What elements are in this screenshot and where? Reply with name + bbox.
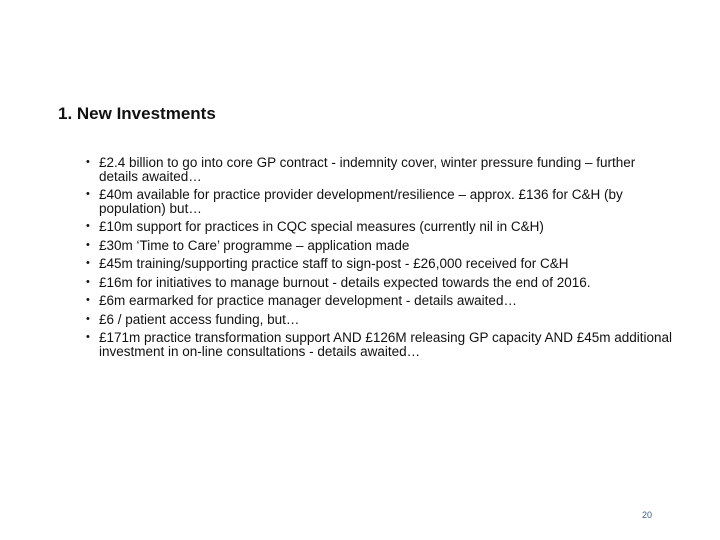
bullet-dot-icon: • [86, 156, 90, 168]
bullet-dot-icon: • [86, 275, 90, 288]
bullet-text: £10m support for practices in CQC special measures (currently nil in C&H) [99, 219, 544, 234]
bullet-text: £30m ‘Time to Care’ programme – application made [99, 237, 410, 253]
bullet-dot-icon: • [86, 238, 90, 251]
bullet-item [86, 156, 676, 183]
bullet-dot-icon: • [86, 257, 90, 269]
bullet-item [86, 239, 676, 253]
bullet-item [86, 257, 676, 271]
bullet-item [86, 313, 676, 327]
bullet-text: £6 / patient access funding, but… [99, 311, 300, 327]
bullet-item [86, 220, 676, 234]
bullet-text: £2.4 billion to go into core GP contract - indemnity cover, winter pressure funding – further details awaited… [99, 155, 636, 184]
bullet-item [86, 331, 676, 358]
bullet-text: £45m training/supporting practice staff to sign-post - £26,000 received for C&H [99, 256, 569, 271]
page-number: 20 [642, 510, 653, 520]
slide-heading: 1. New Investments [58, 104, 216, 123]
bullet-item [86, 276, 676, 290]
bullet-text: £16m for initiatives to manage burnout - details expected towards the end of 2016. [99, 274, 591, 290]
bullet-list [86, 156, 676, 363]
bullet-text: £40m available for practice provider development/resilience – approx. £136 for C&H (by population) but… [99, 187, 623, 216]
bullet-dot-icon: • [86, 294, 90, 306]
bullet-dot-icon: • [86, 220, 90, 232]
bullet-text: £6m earmarked for practice manager development - details awaited… [99, 293, 517, 308]
bullet-text: £171m practice transformation support AND £126M releasing GP capacity AND £45m additional investment in on-line consultations - details awaited… [99, 330, 673, 359]
bullet-dot-icon: • [86, 331, 90, 343]
bullet-dot-icon: • [86, 312, 90, 325]
bullet-item [86, 188, 676, 215]
bullet-item [86, 294, 676, 308]
bullet-dot-icon: • [86, 188, 90, 200]
